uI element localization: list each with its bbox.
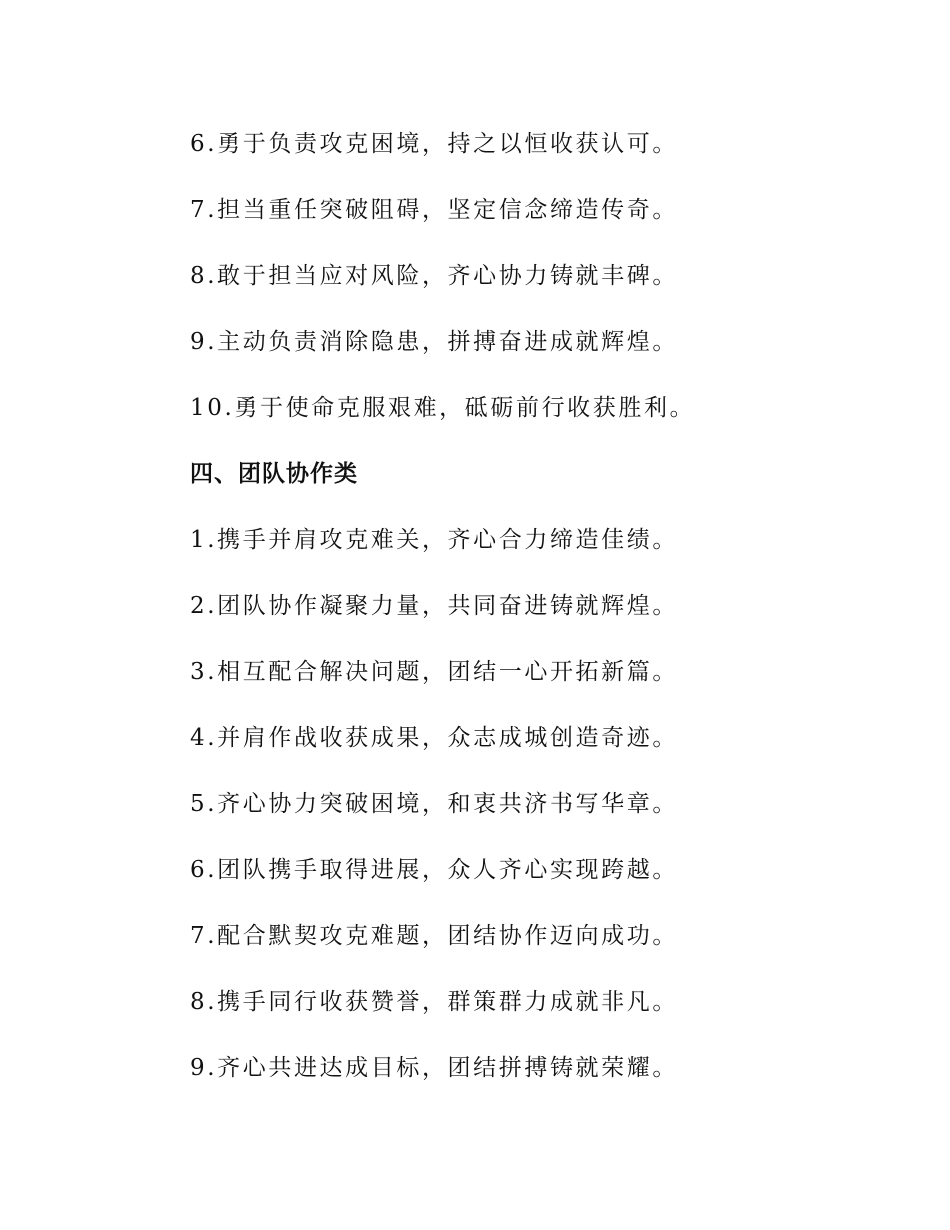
list-item: 8.敢于担当应对风险，齐心协力铸就丰碑。 bbox=[190, 263, 678, 289]
list-item: 10.勇于使命克服艰难，砥砺前行收获胜利。 bbox=[190, 395, 696, 421]
list-item: 6.勇于负责攻克困境，持之以恒收获认可。 bbox=[190, 131, 678, 157]
list-item: 7.配合默契攻克难题，团结协作迈向成功。 bbox=[190, 923, 678, 949]
list-item: 9.主动负责消除隐患，拼搏奋进成就辉煌。 bbox=[190, 329, 678, 355]
list-item: 2.团队协作凝聚力量，共同奋进铸就辉煌。 bbox=[190, 593, 678, 619]
list-item: 8.携手同行收获赞誉，群策群力成就非凡。 bbox=[190, 989, 678, 1015]
list-item: 1.携手并肩攻克难关，齐心合力缔造佳绩。 bbox=[190, 527, 678, 553]
document-body bbox=[190, 121, 890, 1111]
list-item: 5.齐心协力突破困境，和衷共济书写华章。 bbox=[190, 791, 678, 817]
section-heading: 四、团队协作类 bbox=[190, 461, 358, 487]
list-item: 3.相互配合解决问题，团结一心开拓新篇。 bbox=[190, 659, 678, 685]
list-item: 4.并肩作战收获成果，众志成城创造奇迹。 bbox=[190, 725, 678, 751]
list-item: 6.团队携手取得进展，众人齐心实现跨越。 bbox=[190, 857, 678, 883]
list-item: 9.齐心共进达成目标，团结拼搏铸就荣耀。 bbox=[190, 1055, 678, 1081]
list-item: 7.担当重任突破阻碍，坚定信念缔造传奇。 bbox=[190, 197, 678, 223]
